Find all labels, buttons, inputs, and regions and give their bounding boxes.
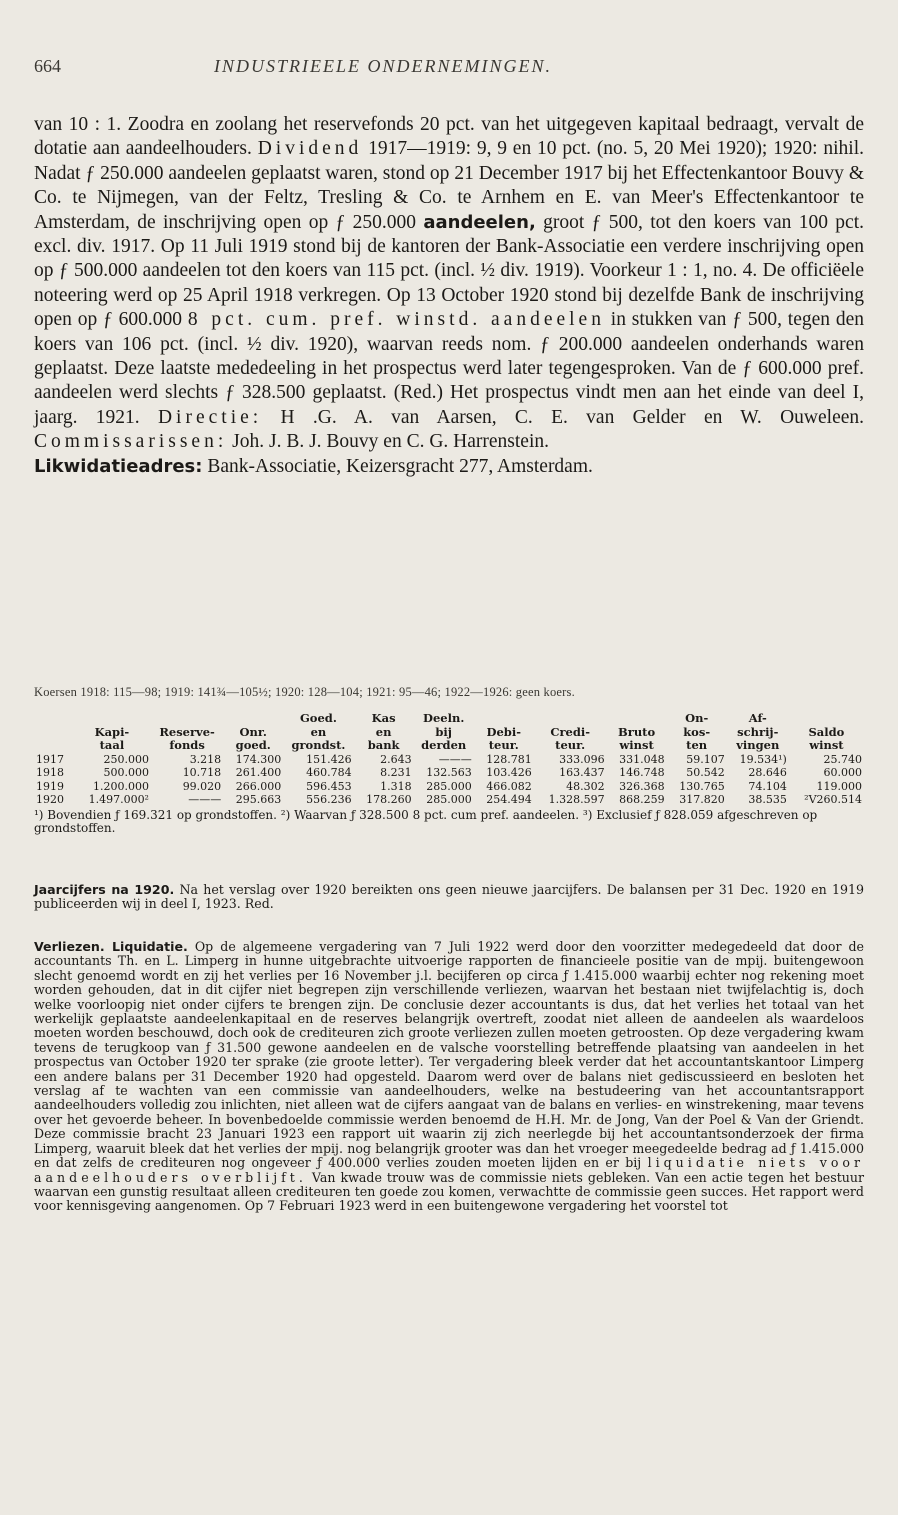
aandeelen-label: aandeelen, bbox=[423, 211, 536, 233]
jaarcijfers-paragraph bbox=[34, 883, 864, 912]
table-cell: ——— bbox=[438, 752, 472, 766]
koersen-line: Koersen 1918: 115—98; 1919: 141¾—105½; 1920: 128—104; 1921: 95—46; 1922—1926: geen koers. bbox=[34, 685, 575, 699]
table-cell: ——— bbox=[188, 793, 222, 806]
verliezen-label: Verliezen. Liquidatie. bbox=[34, 939, 188, 954]
table-cell: 466.082 bbox=[486, 779, 532, 793]
table-row bbox=[34, 793, 864, 807]
column-header bbox=[34, 712, 73, 753]
table-cell: 1.328.597 bbox=[548, 793, 605, 806]
column-header: Goed. en grondst. bbox=[291, 711, 346, 752]
table-cell: 25.740 bbox=[823, 752, 862, 766]
table-cell: 132.563 bbox=[426, 766, 472, 779]
table-cell: 1920 bbox=[36, 793, 64, 806]
table-cell: 151.426 bbox=[306, 752, 352, 766]
table-header-row bbox=[34, 712, 864, 753]
table-cell: 333.096 bbox=[559, 752, 605, 766]
table-footnotes: ¹) Bovendien ƒ 169.321 op grondstoffen. ²) Waarvan ƒ 328.500 8 pct. cum pref. aandeelen. ³) Exclusief ƒ 828.059 afgeschreven op grondstoffen. bbox=[34, 807, 818, 835]
verliezen-text2: Van kwade trouw was de commissie niets gebleken. Van een actie tegen het bestuur waarvan een gunstig resultaat alleen crediteuren ten goede zou komen, verwachtte de commissie geen succes. Het rapport werd voor kennisgeving aangenomen. Op 7 Februari 1923 werd in een buitengewone vergadering het voorstel tot bbox=[34, 1169, 864, 1214]
column-header: Bruto winst bbox=[618, 724, 656, 752]
commissarissen-label: Commissarissen: bbox=[34, 431, 228, 453]
table-cell: 266.000 bbox=[235, 779, 282, 793]
likwidatie-label: Likwidatieadres: bbox=[34, 455, 203, 477]
column-header: On- kos- ten bbox=[683, 711, 711, 752]
table-cell: 1.200.000 bbox=[93, 779, 149, 793]
column-header: Reserve- fonds bbox=[159, 724, 215, 752]
likwidatie-paragraph bbox=[34, 455, 864, 479]
text-p7: Bank-Associatie, Keizersgracht 277, Amsterdam. bbox=[207, 455, 593, 477]
column-header: Deeln. bij derden bbox=[421, 711, 467, 752]
verliezen-section bbox=[34, 940, 864, 1214]
table-cell: 285.000 bbox=[426, 779, 472, 793]
table-cell: 2.643 bbox=[380, 752, 412, 766]
table-cell: 250.000 bbox=[103, 752, 149, 766]
table-cell: 317.820 bbox=[679, 793, 725, 806]
table-cell: 868.259 bbox=[619, 793, 665, 806]
table-cell: 130.765 bbox=[679, 779, 725, 793]
table-cell: 261.400 bbox=[235, 766, 282, 779]
table-cell: 163.437 bbox=[559, 766, 605, 779]
text-p3: groot ƒ 500, tot den koers van 100 pct. excl. div. 1917. Op 11 Juli 1919 stond bij de kantoren der Bank-Associatie een verdere inschrijving open op ƒ 500.000 aandeelen tot den koers van 115 pct. (incl. ½ div. 1919). Voorkeur 1 : 1, no. 4. De officiëele noteering werd op 25 April 1918 verkregen. Op 13 October 1920 stond bij dezelfde Bank de inschrijving open op ƒ 600.000 bbox=[34, 211, 864, 331]
table-cell: 596.453 bbox=[306, 779, 352, 793]
table-cell: 500.000 bbox=[103, 766, 149, 779]
running-title: INDUSTRIEELE ONDERNEMINGEN. bbox=[214, 56, 552, 76]
text-p2: 1917—1919: 9, 9 en 10 pct. (no. 5, 20 Mei 1920); 1920: nihil. Nadat ƒ 250.000 aandeelen geplaatst waren, stond op 21 December 1917 bij het Effectenkantoor Bouvy & Co. te Nijmegen, van der Feltz, Tresling & Co. te Arnhem en E. van Meer's Effectenkantoor te Amsterdam, de inschrijving open op ƒ 250.000 bbox=[34, 138, 865, 233]
table-cell: 19.534¹) bbox=[739, 752, 787, 766]
table-cell: 331.048 bbox=[619, 752, 665, 766]
verliezen-text: Op de algemeene vergadering van 7 Juli 1922 werd door den voorzitter medegedeeld dat door de accountants Th. en L. Limperg in hunne uitgebrachte uitvoerige rapporten de financieele positie van de mpij. buitengewoon slecht genoemd wordt en zij het verlies per 16 November j.l. becijferen op circa ƒ 1.415.000 waarbij echter nog rekening moet worden gehouden, dat in dit cijfer niet begrepen zijn verschillende verliezen, waarvan het bestaan niet twijfelachtig is, doch welke voorloopig niet onder cijfers te brengen zijn. De conclusie dezer accountants is dus, dat het verlies het totaal van het werkelijk geplaatste aandeelenkapitaal en de reserves belangrijk overtreft, zoodat niet alleen de aandeelen als waardeloos moeten worden beschouwd, doch ook de crediteuren zich groote verliezen zullen moeten getroosten. Op deze vergadering kwam tevens de terugkoop van ƒ 31.500 gewone aandeelen en de valsche voorstelling betreffende plaatsing van aandeelen in het prospectus van October 1920 ter sprake (zie groote letter). Ter vergadering bleek verder dat het accountantskantoor Limperg een andere balans per 31 December 1920 had opgesteld. Daarom werd over de balans niet gediscussieerd en besloten het verslag af te wachten van een commissie van aandeelhouders, welke na bestudeering van het accountantsrapport aandeelhouders volledig zou inlichten, niet alleen wat de cijfers aangaat van de balans en verlies- en winstrekening, maar tevens over het gevoerde beheer. In bovenbedoelde commissie werden benoemd de H.H. Mr. de Jong, Van der Poel & Van der Griendt. Deze commissie bracht 23 Januari 1923 een rapport uit waarin zij zich neerlegde bij het accountantsonderzoek der firma Limperg, waaruit bleek dat het verlies der mpij. nog belangrijk grooter was dan het vroeger meegedeelde bedrag ad ƒ 1.415.000 en dat zelfs de crediteuren nog ongeveer ƒ 400.000 verlies zouden moeten lijden en er bij bbox=[34, 939, 864, 1171]
table-cell: 254.494 bbox=[486, 793, 532, 806]
verliezen-paragraph bbox=[34, 940, 864, 1214]
table-row bbox=[34, 753, 864, 767]
page-number: 664 bbox=[34, 56, 61, 76]
table-cell: 103.426 bbox=[486, 766, 532, 779]
table-cell: 1919 bbox=[36, 779, 64, 793]
column-header: Kapi- taal bbox=[94, 724, 130, 752]
table-cell: 295.663 bbox=[235, 793, 282, 806]
table-cell: 119.000 bbox=[816, 779, 862, 793]
table-row bbox=[34, 780, 864, 794]
text-p4: in stukken van ƒ 500, tegen den koers van 106 pct. (incl. ½ div. 1920), waarvan reeds nom. ƒ 200.000 aandeelen onderhands waren geplaatst. Deze laatste mededeeling in het prospectus werd later tegengesproken. Van de ƒ 600.000 pref. aandeelen werd slechts ƒ 328.500 geplaatst. (Red.) Het prospectus vindt men aan het einde van deel I, jaarg. 1921. bbox=[34, 309, 864, 428]
table-cell: 146.748 bbox=[619, 766, 665, 779]
financial-table bbox=[34, 712, 864, 836]
table-cell: 1.318 bbox=[380, 779, 412, 793]
jaarcijfers-section bbox=[34, 883, 864, 912]
table-cell: 1.497.000² bbox=[88, 793, 149, 806]
verliezen-spaced-text: liquidatie niets voor aandeelhouders overblijft. bbox=[34, 1155, 865, 1185]
page-header bbox=[34, 56, 864, 86]
table-cell: 128.781 bbox=[486, 752, 532, 766]
table-cell: 1917 bbox=[36, 752, 64, 766]
table-cell: 50.542 bbox=[686, 766, 725, 779]
dividend-label: Dividend bbox=[257, 138, 363, 160]
text-p1: van 10 : 1. Zoodra en zoolang het reservefonds 20 pct. van het uitgegeven kapitaal bedraagt, vervalt de dotatie aan aandeelhouders. bbox=[34, 114, 864, 160]
column-header: Kas en bank bbox=[367, 711, 400, 752]
table-cell: 178.260 bbox=[366, 793, 412, 806]
jaarcijfers-text: Na het verslag over 1920 bereikten ons geen nieuwe jaarcijfers. De balansen per 31 Dec. 1920 en 1919 publiceerden wij in deel I, 1923. Red. bbox=[34, 882, 864, 912]
table-cell: 38.535 bbox=[748, 793, 787, 806]
table-cell: 59.107 bbox=[686, 752, 725, 766]
table-cell: 3.218 bbox=[189, 752, 222, 766]
main-text bbox=[34, 113, 864, 479]
table-cell: 1918 bbox=[36, 766, 64, 779]
table-cell: 174.300 bbox=[235, 752, 282, 766]
table-cell: 74.104 bbox=[748, 779, 787, 793]
column-header: Onr. goed. bbox=[235, 724, 271, 752]
table-cell: 60.000 bbox=[823, 766, 862, 779]
table-cell: 285.000 bbox=[426, 793, 472, 806]
pref-label: 8 pct. cum. pref. winstd. aandeelen bbox=[187, 309, 605, 331]
table-cell: 8.231 bbox=[380, 766, 412, 779]
main-paragraph bbox=[34, 113, 864, 455]
table-cell: 10.718 bbox=[182, 766, 222, 779]
text-p6: Joh. J. B. J. Bouvy en C. G. Harrenstein. bbox=[232, 431, 549, 453]
table-cell: 48.302 bbox=[566, 779, 605, 793]
column-header: Af- schrij- vingen bbox=[736, 711, 780, 752]
column-header: Credi- teur. bbox=[550, 724, 591, 752]
table-cell: ²V260.514 bbox=[804, 793, 862, 806]
table-cell: 99.020 bbox=[182, 779, 222, 793]
jaarcijfers-label: Jaarcijfers na 1920. bbox=[34, 882, 175, 897]
table-cell: 326.368 bbox=[619, 779, 665, 793]
text-p5: H .G. A. van Aarsen, C. E. van Gelder en W. Ouweleen. bbox=[280, 406, 865, 428]
table-row bbox=[34, 766, 864, 780]
table-cell: 28.646 bbox=[748, 766, 787, 779]
column-header: Debi- teur. bbox=[486, 724, 521, 752]
table-cell: 556.236 bbox=[306, 793, 352, 806]
directie-label: Directie: bbox=[157, 406, 263, 428]
column-header: Saldo winst bbox=[808, 724, 845, 752]
table-cell: 460.784 bbox=[306, 766, 352, 779]
